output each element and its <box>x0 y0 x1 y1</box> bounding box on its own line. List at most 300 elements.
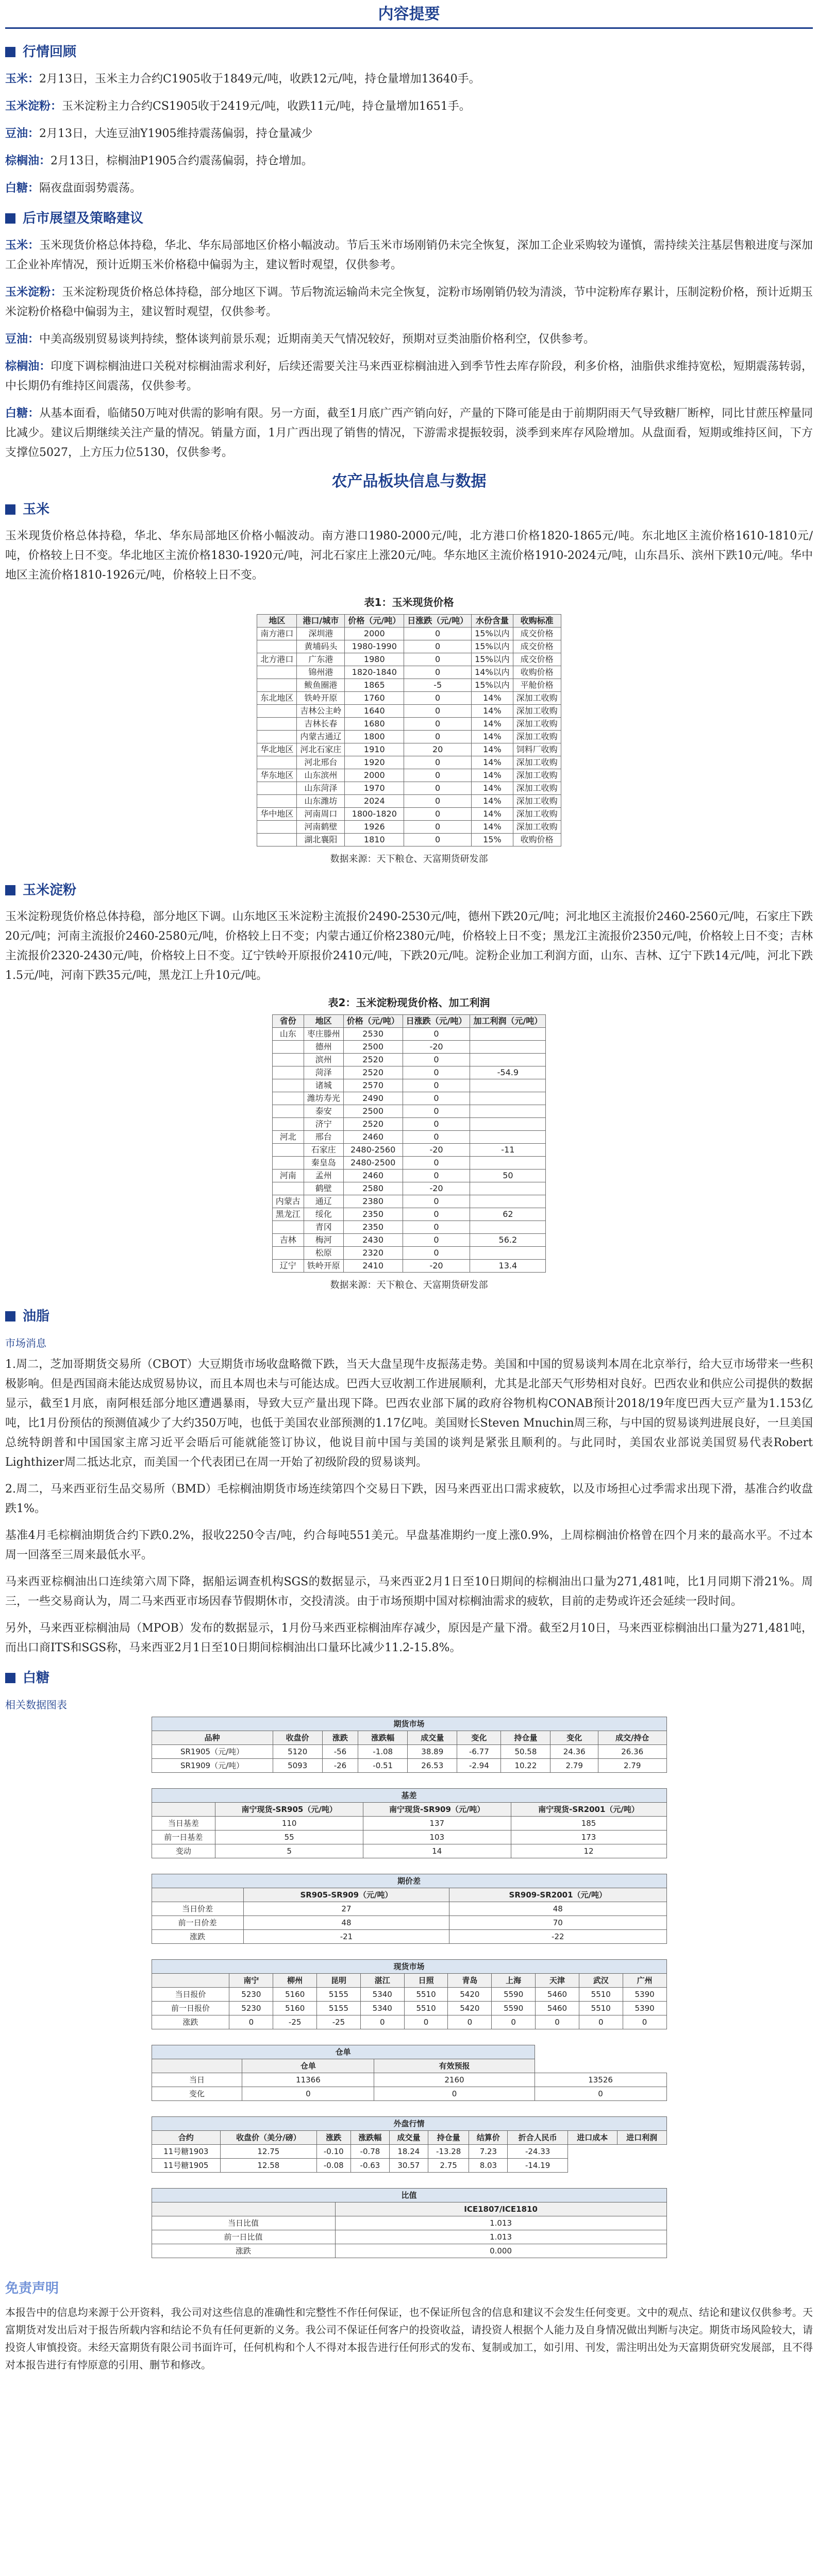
table-cell: 深圳港 <box>297 628 345 640</box>
table-cell: 东北地区 <box>257 692 297 705</box>
table-cell: 2000 <box>345 628 404 640</box>
table-cell: -2.94 <box>457 1759 501 1773</box>
table-cell: 诸城 <box>304 1079 343 1092</box>
table-cell: -25 <box>273 2015 317 2029</box>
table-cell: 前一日比值 <box>152 2230 335 2244</box>
table-cell: 济宁 <box>304 1118 343 1131</box>
table-cell: 河南鹤壁 <box>297 821 345 834</box>
table-cell: 山东滨州 <box>297 769 345 782</box>
table-cell: 0 <box>404 731 472 743</box>
table-row <box>272 1105 546 1118</box>
table-cell: 5155 <box>317 2002 361 2015</box>
item-text: 2月13日，大连豆油Y1905维持震荡偏弱，持仓量减少 <box>39 127 313 140</box>
table-cell: 1910 <box>345 743 404 756</box>
column-header: ICE1807/ICE1810 <box>335 2202 666 2216</box>
table-row <box>152 2159 666 2173</box>
table-row <box>152 1831 666 1844</box>
table-cell: 2520 <box>343 1066 403 1079</box>
table-cell: 滨州 <box>304 1054 343 1066</box>
item-label: 玉米： <box>5 239 40 252</box>
table-row <box>152 1988 666 2002</box>
table-cell: 8.03 <box>469 2159 508 2173</box>
square-bullet-icon <box>5 213 15 224</box>
disclaimer-heading: 免责声明 <box>5 2281 59 2296</box>
section-header-review: 行情回顾 <box>5 39 813 65</box>
table-row <box>152 2216 666 2230</box>
table-cell: 鹤壁 <box>304 1182 343 1195</box>
column-header: 南宁现货-SR2001（元/吨） <box>511 1803 666 1817</box>
table-cell: 松原 <box>304 1247 343 1260</box>
table-cell: 深加工收购 <box>513 692 561 705</box>
table-row <box>272 1234 546 1247</box>
table-cell: 185 <box>511 1817 666 1831</box>
table-cell <box>272 1247 304 1260</box>
table-cell: 50 <box>470 1170 546 1182</box>
market-news-link[interactable]: 市场消息 <box>5 1337 46 1349</box>
table-row <box>152 1930 666 1944</box>
table-cell: 广东港 <box>297 653 345 666</box>
oil-paragraph-4: 马来西亚棕榈油出口连续第六周下降，据船运调查机构SGS的数据显示，马来西亚2月1日至10日期间的棕榈油出口量为271,481吨，比1月同期下滑21%。周三，一些交易商认为，周二马来西亚市场因春节假期休市，交投清淡。由于市场预期中国对棕榈油需求的疲软，目前的走势或许还会延续一段时间。 <box>5 1575 813 1608</box>
table-cell: 深加工收购 <box>513 808 561 821</box>
table-cell: 2480-2560 <box>343 1144 403 1157</box>
table-cell: -20 <box>403 1144 470 1157</box>
header-row <box>152 2202 666 2216</box>
table-title: 期价差 <box>152 1874 666 1888</box>
table-row <box>257 756 561 769</box>
section-header-starch: 玉米淀粉 <box>5 877 813 903</box>
column-header: 日涨跌（元/吨） <box>403 1015 470 1028</box>
table-cell: -54.9 <box>470 1066 546 1079</box>
table-cell: 深加工收购 <box>513 705 561 718</box>
table-cell: 河南 <box>272 1170 304 1182</box>
table-cell: 2460 <box>343 1170 403 1182</box>
table-cell: 深加工收购 <box>513 782 561 795</box>
table-cell: 南方港口 <box>257 628 297 640</box>
column-header: 上海 <box>492 1974 536 1988</box>
table-cell: 0 <box>404 756 472 769</box>
square-bullet-icon <box>5 1673 15 1683</box>
table-cell: 14% <box>472 808 513 821</box>
table-cell: 湖北襄阳 <box>297 834 345 846</box>
disclaimer-text: 本报告中的信息均来源于公开资料，我公司对这些信息的准确性和完整性不作任何保证，也不保证所包含的信息和建议不会发生任何变更。文中的观点、结论和建议仅供参考。天富期货对发出后对于报告所载内容和结论不负有任何更新的义务。我公司不保证任何客户的投资收益，请投资人根据个人能力及自身情况做出判断与决定。期货市场风险较大，请投资人审慎投资。未经天富期货有限公司书面许可，任何机构和个人不得对本报告进行任何形式的发布、复制或加工，如引用、刊发，需注明出处为天富期货研究发展部，且不得对本报告进行有悖原意的引用、删节和修改。 <box>5 2306 813 2371</box>
table-cell: 14% <box>472 756 513 769</box>
table-row <box>272 1066 546 1079</box>
table-cell: 孟州 <box>304 1170 343 1182</box>
table-cell: 0 <box>403 1170 470 1182</box>
table-cell: 11366 <box>242 2073 374 2087</box>
table-cell: 0 <box>535 2087 666 2101</box>
table-cell: 20 <box>404 743 472 756</box>
item-text: 2月13日，棕榈油P1905合约震荡偏弱，持仓增加。 <box>51 155 313 167</box>
starch-table-caption: 表2：玉米淀粉现货价格、加工利润 <box>328 996 490 1009</box>
table-cell <box>272 1105 304 1118</box>
table-cell: 2.79 <box>598 1759 666 1773</box>
table-cell <box>470 1247 546 1260</box>
table-cell <box>257 821 297 834</box>
table-row <box>257 834 561 846</box>
square-bullet-icon <box>5 1311 15 1321</box>
sugar-table-1 <box>152 1788 667 1858</box>
table-cell <box>257 666 297 679</box>
table-cell: 5510 <box>579 1988 623 2002</box>
corn-price-table <box>257 614 561 846</box>
table-cell <box>257 640 297 653</box>
column-header: 日照 <box>404 1974 448 1988</box>
column-header: 收盘价（美分/磅） <box>221 2131 317 2145</box>
table-cell: 菏泽 <box>304 1066 343 1079</box>
table-cell: 当日 <box>152 2073 242 2087</box>
starch-paragraph: 玉米淀粉现货价格总体持稳，部分地区下调。山东地区玉米淀粉主流报价2490-2530元/吨，德州下跌20元/吨；河北地区主流报价2460-2560元/吨，石家庄下跌20元/吨；河南主流报价2460-2580元/吨，价格较上日不变；内蒙古通辽价格2380元/吨，价格较上日不变；黑龙江主流报价2350元/吨，价格较上日不变；吉林主流报价2320-2430元/吨，价格较上日不变。辽宁铁岭开原报价2410元/吨，下跌20元/吨。淀粉企业加工利润方面，山东、吉林、辽宁下跌14元/吨，河北下跌1.5元/吨，河南下跌35元/吨，黑龙江上升10元/吨。 <box>5 910 813 982</box>
table-cell: 5093 <box>273 1759 322 1773</box>
sugar-table-4 <box>152 2045 667 2101</box>
table-cell: 0 <box>404 808 472 821</box>
table-cell <box>257 795 297 808</box>
item-s2-3 <box>5 357 813 396</box>
table-cell: 0 <box>579 2015 623 2029</box>
table-cell: -21 <box>243 1930 449 1944</box>
table-cell: 2410 <box>343 1260 403 1273</box>
table-row <box>272 1041 546 1054</box>
table-cell: -0.51 <box>358 1759 408 1773</box>
table-cell: 0 <box>404 718 472 731</box>
table-cell: 5340 <box>360 1988 404 2002</box>
table-cell: 0 <box>403 1066 470 1079</box>
table-cell: 14% <box>472 705 513 718</box>
table-cell: 0 <box>404 666 472 679</box>
table-cell: 黑龙江 <box>272 1208 304 1221</box>
table-cell: 深加工收购 <box>513 795 561 808</box>
table-cell: 70 <box>449 1916 666 1930</box>
table-cell: 0 <box>403 1054 470 1066</box>
starch-table-source: 数据来源：天下粮仓、天富期货研发部 <box>330 1280 488 1291</box>
table-row <box>272 1028 546 1041</box>
table-title-row <box>152 2117 666 2131</box>
table-cell: 11号糖1903 <box>152 2145 221 2159</box>
table-cell <box>272 1144 304 1157</box>
table-cell: 5160 <box>273 2002 317 2015</box>
table-title: 仓单 <box>152 2045 535 2059</box>
review-list <box>5 69 813 198</box>
table-cell: 13526 <box>535 2073 666 2087</box>
table-cell: 5510 <box>404 2002 448 2015</box>
column-header <box>152 2202 335 2216</box>
corn-paragraph: 玉米现货价格总体持稳，华北、华东局部地区价格小幅波动。南方港口1980-2000元/吨，北方港口价格1820-1865元/吨。东北地区主流价格1610-1810元/吨，价格较上日不变。华北地区主流价格1830-1920元/吨，河北石家庄上涨20元/吨。华东地区主流价格1910-2024元/吨，山东昌乐、滨州下跌10元/吨。华中地区主流价格1810-1926元/吨，价格较上日不变。 <box>5 530 813 582</box>
table-title-row <box>152 1960 666 1974</box>
oil-paragraph-5: 另外，马来西亚棕榈油局（MPOB）发布的数据显示，1月份马来西亚棕榈油库存减少，原因是产量下滑。截至2月10日，马来西亚棕榈油出口量为271,481吨，而出口商ITS和SGS称，马来西亚2月1日至10日期间棕榈油出口量环比减少11.2-15.8%。 <box>5 1622 813 1654</box>
column-header: 价格（元/吨） <box>343 1015 403 1028</box>
table-cell: 0 <box>229 2015 273 2029</box>
table-cell: 2500 <box>343 1105 403 1118</box>
table-cell: 2024 <box>345 795 404 808</box>
table-cell <box>470 1105 546 1118</box>
column-header: 昆明 <box>317 1974 361 1988</box>
table-cell: 1980-1990 <box>345 640 404 653</box>
table-cell: 1920 <box>345 756 404 769</box>
table-cell: 0 <box>404 782 472 795</box>
table-cell <box>272 1221 304 1234</box>
table-cell: 山东菏泽 <box>297 782 345 795</box>
table-cell: 56.2 <box>470 1234 546 1247</box>
column-header: 进口成本 <box>567 2131 617 2145</box>
table-cell: -1.08 <box>358 1745 408 1759</box>
table-cell <box>257 731 297 743</box>
table-cell: -0.10 <box>316 2145 350 2159</box>
table-cell <box>257 679 297 692</box>
oil-paragraph-3: 基准4月毛棕榈油期货合约下跌0.2%，报收2250令吉/吨，约合每吨551美元。早盘基准期约一度上涨0.9%，上周棕榈油价格曾在四个月来的最高水平。不过本周一回落至三周来最低水平。 <box>5 1529 813 1562</box>
table-cell: 1800-1820 <box>345 808 404 821</box>
sugar-data-tables <box>5 1717 813 2258</box>
table-cell: 14% <box>472 692 513 705</box>
table-cell: 15% <box>472 834 513 846</box>
item-label: 白糖： <box>5 181 40 195</box>
table-cell: 15%以内 <box>472 628 513 640</box>
table-cell: 0 <box>403 1105 470 1118</box>
table-cell: 前一日基差 <box>152 1831 215 1844</box>
table-cell: 华东地区 <box>257 769 297 782</box>
doc-title: 内容提要 <box>5 0 813 29</box>
table-row <box>257 769 561 782</box>
table-cell: -20 <box>403 1260 470 1273</box>
table-cell: 14% <box>472 782 513 795</box>
column-header: 收盘价 <box>273 1731 322 1745</box>
table-row <box>272 1131 546 1144</box>
header-row <box>152 2059 666 2073</box>
column-header: 涨跌幅 <box>350 2131 389 2145</box>
table-cell <box>257 718 297 731</box>
table-cell <box>272 1054 304 1066</box>
table-row <box>272 1182 546 1195</box>
column-header: 成交/持仓 <box>598 1731 666 1745</box>
table-cell: 0 <box>403 1221 470 1234</box>
table-cell: 内蒙古 <box>272 1195 304 1208</box>
table-cell: 0 <box>623 2015 666 2029</box>
table-cell: 1.013 <box>335 2216 666 2230</box>
column-header: 进口利润 <box>617 2131 666 2145</box>
table-row <box>152 2087 666 2101</box>
column-header: 价格（元/吨） <box>345 615 404 628</box>
column-header: 涨跌 <box>316 2131 350 2145</box>
table-cell: 华北地区 <box>257 743 297 756</box>
table-cell: 1680 <box>345 718 404 731</box>
table-cell: 0 <box>448 2015 492 2029</box>
table-cell: 1640 <box>345 705 404 718</box>
table-cell: 吉林长春 <box>297 718 345 731</box>
item-text: 印度下调棕榈油进口关税对棕榈油需求利好，后续还需要关注马来西亚棕榈油进入到季节性去库存阶段，利多价格，油脂供求维持宽松，短期震荡转弱，中长期仍有维持区间震荡，仅供参考。 <box>5 360 813 393</box>
table-cell <box>272 1041 304 1054</box>
table-cell: 173 <box>511 1831 666 1844</box>
table-cell: -25 <box>317 2015 361 2029</box>
table-row <box>152 1745 666 1759</box>
table-cell <box>470 1092 546 1105</box>
table-row <box>257 705 561 718</box>
table-cell: 秦皇岛 <box>304 1157 343 1170</box>
table-cell: -22 <box>449 1930 666 1944</box>
table-row <box>257 795 561 808</box>
table-title-row <box>152 1789 666 1803</box>
table-cell: 绥化 <box>304 1208 343 1221</box>
table-cell: 2000 <box>345 769 404 782</box>
table-cell: 2500 <box>343 1041 403 1054</box>
table-row <box>272 1195 546 1208</box>
column-header: 结算价 <box>469 2131 508 2145</box>
table-cell: 2350 <box>343 1208 403 1221</box>
table-cell: 48 <box>243 1916 449 1930</box>
column-header: 成交量 <box>389 2131 428 2145</box>
header-row <box>152 1974 666 1988</box>
table-cell: 15%以内 <box>472 679 513 692</box>
table-cell: 0 <box>404 705 472 718</box>
table-cell: 2350 <box>343 1221 403 1234</box>
table-cell: -6.77 <box>457 1745 501 1759</box>
table-cell: 1980 <box>345 653 404 666</box>
table-row <box>272 1054 546 1066</box>
item-s1-4 <box>5 178 813 198</box>
table-row <box>257 808 561 821</box>
table-cell: 12 <box>511 1844 666 1858</box>
item-text: 玉米淀粉主力合约CS1905收于2419元/吨，收跌11元/吨，持仓量增加1651手。 <box>62 100 471 113</box>
column-header: 省份 <box>272 1015 304 1028</box>
table-cell: 50.58 <box>501 1745 550 1759</box>
table-cell: 5 <box>215 1844 363 1858</box>
table-cell <box>272 1079 304 1092</box>
table-title-row <box>152 1717 666 1731</box>
related-charts-link[interactable]: 相关数据图表 <box>5 1699 67 1711</box>
table-cell: 河北邢台 <box>297 756 345 769</box>
table-cell: 平舱价格 <box>513 679 561 692</box>
table-row <box>152 2230 666 2244</box>
table-cell: 当日报价 <box>152 1988 229 2002</box>
table-cell: 内蒙古通辽 <box>297 731 345 743</box>
table-cell: 成交价格 <box>513 640 561 653</box>
column-header: SR905-SR909（元/吨） <box>243 1888 449 1902</box>
table-cell: 5510 <box>579 2002 623 2015</box>
table-cell: 2380 <box>343 1195 403 1208</box>
table-cell: 涨跌 <box>152 2015 229 2029</box>
table-cell: 0 <box>403 1118 470 1131</box>
column-header: 青岛 <box>448 1974 492 1988</box>
table-cell: 饲料厂收购 <box>513 743 561 756</box>
outlook-list <box>5 235 813 463</box>
table-cell: 辽宁 <box>272 1260 304 1273</box>
table-cell: 2520 <box>343 1118 403 1131</box>
section-header-outlook: 后市展望及策略建议 <box>5 206 813 231</box>
table-row <box>257 692 561 705</box>
table-cell: 0 <box>403 1208 470 1221</box>
column-header: 地区 <box>257 615 297 628</box>
table-cell: 12.75 <box>221 2145 317 2159</box>
table-cell: 邢台 <box>304 1131 343 1144</box>
item-label: 棕榈油： <box>5 154 51 167</box>
table-row <box>257 640 561 653</box>
table-cell: 5390 <box>623 1988 666 2002</box>
item-s2-1 <box>5 282 813 322</box>
item-s1-3 <box>5 151 813 171</box>
table-cell: -26 <box>322 1759 358 1773</box>
table-row <box>272 1157 546 1170</box>
item-label: 豆油： <box>5 127 40 140</box>
item-text: 2月13日，玉米主力合约C1905收于1849元/吨，收跌12元/吨，持仓量增加13640手。 <box>39 73 480 86</box>
table-cell: 河南周口 <box>297 808 345 821</box>
table-row <box>257 653 561 666</box>
table-row <box>152 1759 666 1773</box>
table-cell: 5590 <box>492 1988 536 2002</box>
table-row <box>272 1118 546 1131</box>
table-row <box>152 1817 666 1831</box>
table-cell: 5160 <box>273 1988 317 2002</box>
column-header: 变化 <box>457 1731 501 1745</box>
table-row <box>257 731 561 743</box>
table-cell <box>272 1182 304 1195</box>
table-cell: 山东潍坊 <box>297 795 345 808</box>
table-cell: 5230 <box>229 2002 273 2015</box>
starch-price-table <box>272 1014 546 1273</box>
table-cell <box>470 1157 546 1170</box>
table-cell: 1800 <box>345 731 404 743</box>
table-row <box>272 1144 546 1157</box>
table-cell: 0 <box>404 2015 448 2029</box>
table-cell: 前一日报价 <box>152 2002 229 2015</box>
table-cell: 0 <box>404 769 472 782</box>
table-cell: 2580 <box>343 1182 403 1195</box>
table-cell: 0 <box>404 692 472 705</box>
table-title-row <box>152 1874 666 1888</box>
table-cell: 48 <box>449 1902 666 1916</box>
table-cell: 2430 <box>343 1234 403 1247</box>
table-cell: 0.000 <box>335 2244 666 2258</box>
table-cell <box>470 1221 546 1234</box>
section-header-sugar: 白糖 <box>5 1665 813 1691</box>
item-label: 豆油： <box>5 332 40 346</box>
column-header <box>152 1974 229 1988</box>
table-cell: 0 <box>492 2015 536 2029</box>
table-title: 比值 <box>152 2189 666 2202</box>
table-cell: SR1909（元/吨） <box>152 1759 273 1773</box>
table-cell <box>470 1028 546 1041</box>
table-row <box>272 1260 546 1273</box>
table-cell: 梅河 <box>304 1234 343 1247</box>
table-cell: 137 <box>363 1817 511 1831</box>
table-row <box>152 1916 666 1930</box>
table-cell: 河北石家庄 <box>297 743 345 756</box>
table-cell: 2530 <box>343 1028 403 1041</box>
table-cell: 5155 <box>317 1988 361 2002</box>
table-cell: 15%以内 <box>472 653 513 666</box>
table-cell: 14% <box>472 743 513 756</box>
item-s1-0 <box>5 69 813 89</box>
column-header: 品种 <box>152 1731 273 1745</box>
column-header <box>152 2059 242 2073</box>
table-cell: 5340 <box>360 2002 404 2015</box>
table-cell <box>470 1079 546 1092</box>
column-header: 涨跌 <box>322 1731 358 1745</box>
table-cell: 潍坊寿光 <box>304 1092 343 1105</box>
table-cell <box>470 1054 546 1066</box>
item-s2-4 <box>5 403 813 463</box>
table-cell <box>257 756 297 769</box>
table-cell: 2.79 <box>550 1759 598 1773</box>
item-text: 玉米现货价格总体持稳，华北、华东局部地区价格小幅波动。节后玉米市场刚销仍未完全恢复，深加工企业采购较为谨慎，需持续关注基层售粮进度与深加工企业补库情况，预计近期玉米价格稳中偏弱为主，建议暂时观望，仅供参考。 <box>5 239 813 272</box>
table-cell: 河北 <box>272 1131 304 1144</box>
table-cell: 当日比值 <box>152 2216 335 2230</box>
item-s1-2 <box>5 124 813 144</box>
table-cell: 5390 <box>623 2002 666 2015</box>
header-row <box>152 2131 666 2145</box>
table-cell: 5120 <box>273 1745 322 1759</box>
table-cell: 成交价格 <box>513 653 561 666</box>
table-cell: 通辽 <box>304 1195 343 1208</box>
table-cell: 0 <box>404 640 472 653</box>
table-cell: -0.08 <box>316 2159 350 2173</box>
